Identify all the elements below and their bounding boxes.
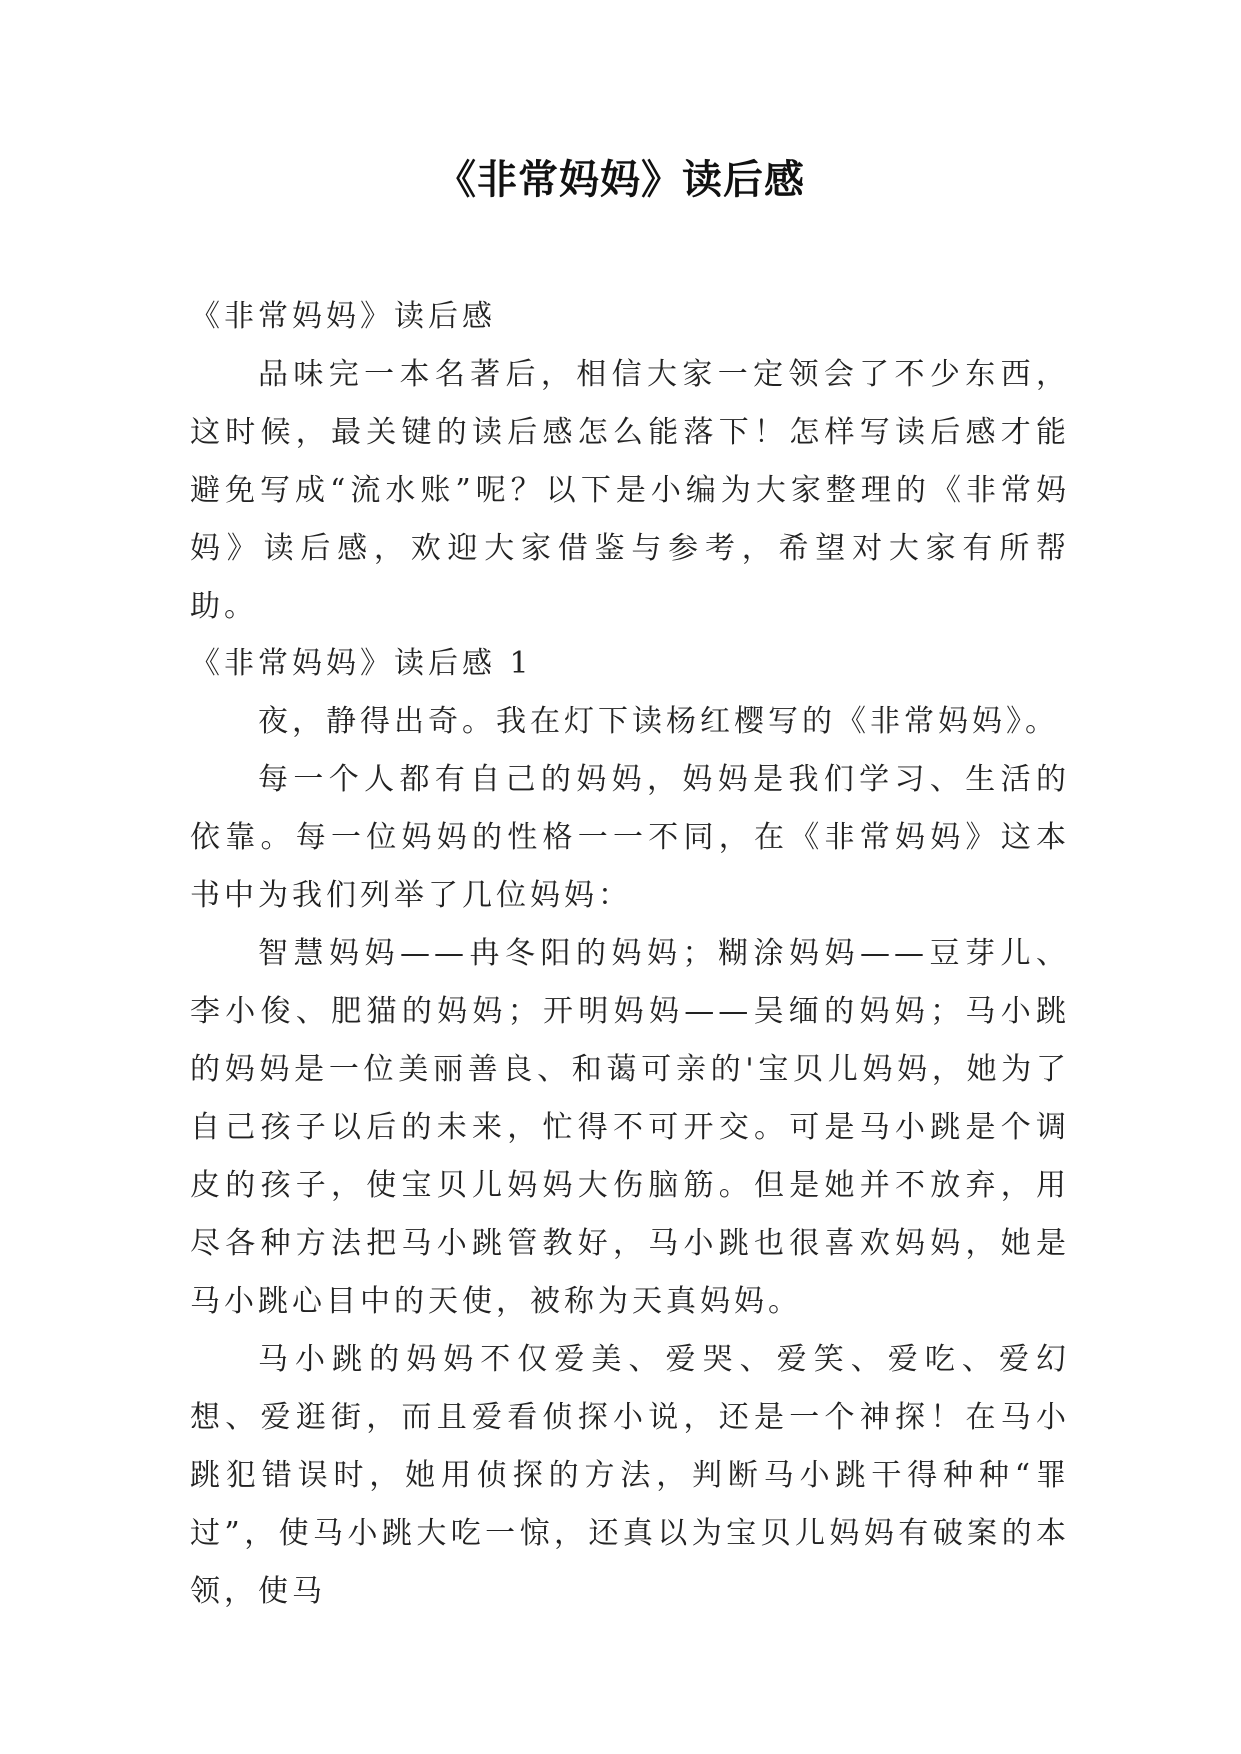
intro-block — [190, 288, 1070, 636]
section-1-paragraph: 每一个人都有自己的妈妈，妈妈是我们学习、生活的依靠。每一位妈妈的性格一一不同，在《非常妈妈》这本书中为我们列举了几位妈妈： — [190, 762, 1070, 913]
intro-paragraph: 品味完一本名著后，相信大家一定领会了不少东西，这时候，最关键的读后感怎么能落下！怎样写读后感才能避免写成“流水账”呢？以下是小编为大家整理的《非常妈妈》读后感，欢迎大家借鉴与参考，希望对大家有所帮助。 — [190, 357, 1070, 624]
section-1 — [190, 635, 1070, 1621]
section-1-paragraph: 智慧妈妈——冉冬阳的妈妈；糊涂妈妈——豆芽儿、李小俊、肥猫的妈妈；开明妈妈——吴缅的妈妈；马小跳的妈妈是一位美丽善良、和蔼可亲的'宝贝儿妈妈，她为了自己孩子以后的未来，忙得不可开交。可是马小跳是个调皮的孩子，使宝贝儿妈妈大伤脑筋。但是她并不放弃，用尽各种方法把马小跳管教好，马小跳也很喜欢妈妈，她是马小跳心目中的天使，被称为天真妈妈。 — [190, 936, 1070, 1319]
intro-heading: 《非常妈妈》读后感 — [190, 299, 496, 334]
document-title: 《非常妈妈》读后感 — [436, 157, 805, 203]
section-1-heading: 《非常妈妈》读后感 1 — [190, 646, 533, 681]
section-1-paragraph: 马小跳的妈妈不仅爱美、爱哭、爱笑、爱吃、爱幻想、爱逛街，而且爱看侦探小说，还是一个神探！在马小跳犯错误时，她用侦探的方法，判断马小跳干得种种“罪过”，使马小跳大吃一惊，还真以为宝贝儿妈妈有破案的本领，使马 — [190, 1342, 1070, 1609]
section-1-paragraph: 夜，静得出奇。我在灯下读杨红樱写的《非常妈妈》。 — [258, 704, 1059, 739]
